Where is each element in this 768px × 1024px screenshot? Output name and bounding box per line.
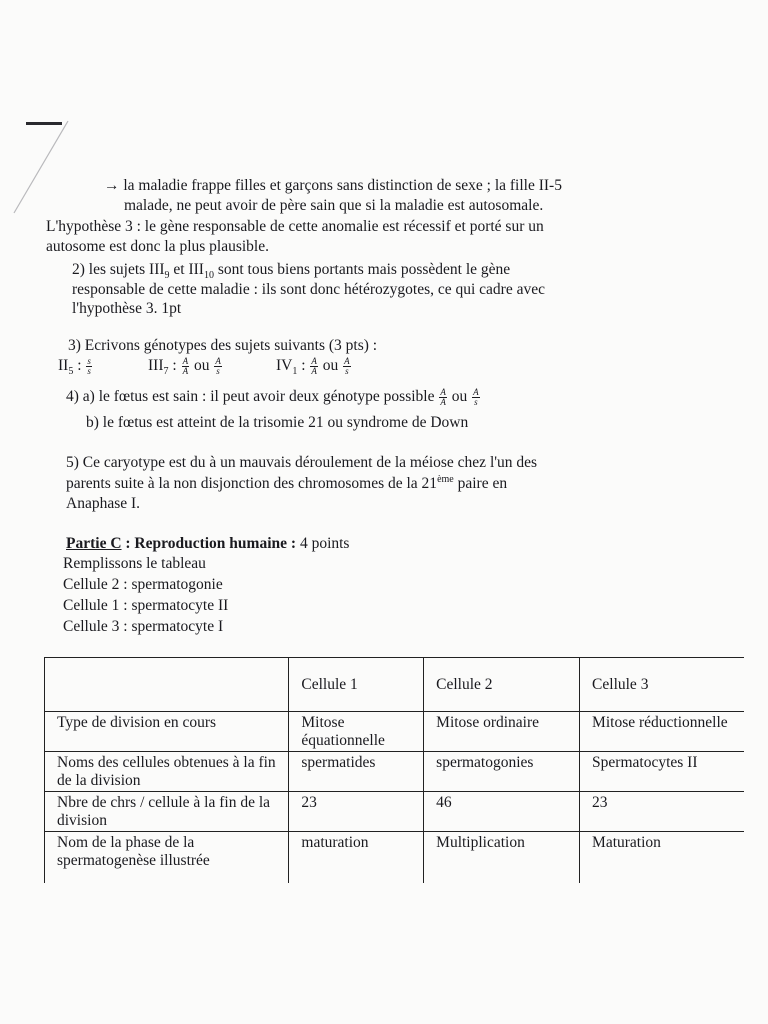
table-cell: Mitose réductionnelle xyxy=(580,712,744,752)
genotype-ii5: $II_5$ : $\frac{s}{s}$ xyxy=(58,356,91,378)
text-line: autosome est donc la plus plausible. xyxy=(46,238,269,255)
table-row-label: Nom de la phase de la spermatogenèse illustrée xyxy=(45,832,289,884)
table-row-label: Type de division en cours xyxy=(45,712,289,752)
table-row xyxy=(45,832,745,884)
text-line: Cellule 3 : spermatocyte I xyxy=(63,618,224,635)
table-cell: Spermatocytes II xyxy=(580,752,744,792)
table-cell: Mitose équationnelle xyxy=(289,712,424,752)
table-cell: spermatogonies xyxy=(424,752,580,792)
table-header-cell: Cellule 2 xyxy=(424,658,580,712)
answer-table xyxy=(44,657,744,883)
table-row xyxy=(45,792,745,832)
table-row-label: Nbre de chrs / cellule à la fin de la division xyxy=(45,792,289,832)
text-line: Cellule 2 : spermatogonie xyxy=(63,576,223,593)
genotype-iv1: $IV_1$ : $\frac{A}{A}$ ou $\frac{A}{s}$ xyxy=(276,356,350,378)
text-line: malade, ne peut avoir de père sain que si la maladie est autosomale. xyxy=(124,197,544,214)
table-cell: Mitose ordinaire xyxy=(424,712,580,752)
table-cell: maturation xyxy=(289,832,424,884)
genotype-iii7: $III_7$ : $\frac{A}{A}$ ou $\frac{A}{s}$ xyxy=(148,356,221,378)
question-4a: 4) a) le fœtus est sain : il peut avoir deux génotype possible $\frac{A}{A}$ ou $\frac{A}{s}$ xyxy=(66,387,479,407)
table-cell: spermatides xyxy=(289,752,424,792)
text-line: responsable de cette maladie : ils sont donc hétérozygotes, ce qui cadre avec xyxy=(72,281,545,298)
table-header-cell: Cellule 3 xyxy=(580,658,744,712)
text-line: Anaphase I. xyxy=(66,495,141,512)
table-header-cell xyxy=(45,658,289,712)
table-cell: 23 xyxy=(289,792,424,832)
table-row-label: Noms des cellules obtenues à la fin de la division xyxy=(45,752,289,792)
table-header-row xyxy=(45,658,745,712)
table-cell: 23 xyxy=(580,792,744,832)
table-cell: Multiplication xyxy=(424,832,580,884)
text-line: 5) Ce caryotype est du à un mauvais déroulement de la méiose chez l'un des xyxy=(66,454,538,471)
text-line: Cellule 1 : spermatocyte II xyxy=(63,597,229,614)
table-row xyxy=(45,712,745,752)
partie-c-heading: Partie C : Reproduction humaine : 4 points xyxy=(66,535,350,552)
question-3-title: 3) Ecrivons génotypes des sujets suivants (3 pts) : xyxy=(68,337,378,354)
text-line: 2) les sujets $III_9$ et $III_{10}$ sont tous biens portants mais possèdent le gène xyxy=(72,261,511,282)
table-header-cell: Cellule 1 xyxy=(289,658,424,712)
text-line: l'hypothèse 3. 1pt xyxy=(72,300,182,317)
text-line: Remplissons le tableau xyxy=(63,555,206,572)
text-line: L'hypothèse 3 : le gène responsable de cette anomalie est récessif et porté sur un xyxy=(46,218,544,235)
table-row xyxy=(45,752,745,792)
margin-slash-mark xyxy=(6,117,116,217)
text-line: parents suite à la non disjonction des chromosomes de la 21ème paire en xyxy=(66,473,508,492)
table-cell: 46 xyxy=(424,792,580,832)
question-4b: b) le fœtus est atteint de la trisomie 21 ou syndrome de Down xyxy=(86,414,469,431)
text-line: → la maladie frappe filles et garçons sans distinction de sexe ; la fille II-5 xyxy=(104,177,562,194)
table-cell: Maturation xyxy=(580,832,744,884)
